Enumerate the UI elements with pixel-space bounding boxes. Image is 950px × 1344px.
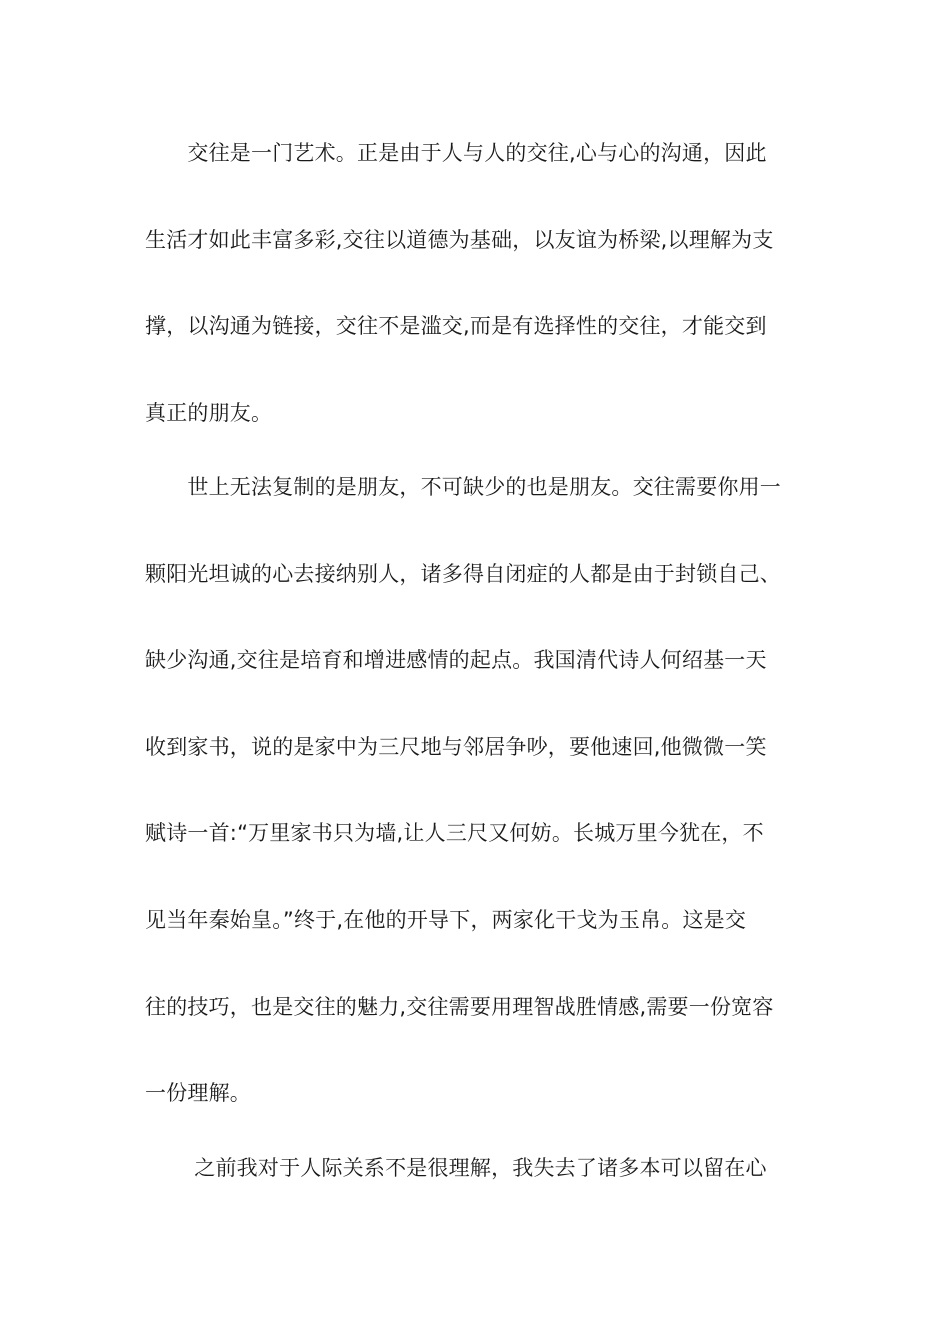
text-line: 颗阳光坦诚的心去接纳别人，诸多得自闭症的人都是由于封锁自己、 — [145, 562, 781, 586]
text-line: 世上无法复制的是朋友，不可缺少的也是朋友。交往需要你用一 — [145, 475, 781, 499]
text-line: 收到家书，说的是家中为三尺地与邻居争吵，要他速回,他微微一笑 — [145, 735, 767, 759]
text-line: 撑，以沟通为链接，交往不是滥交,而是有选择性的交往，才能交到 — [145, 314, 767, 338]
text-line: 见当年秦始皇。”终于,在他的开导下，两家化干戈为玉帛。这是交 — [145, 908, 747, 932]
text-line: 缺少沟通,交往是培育和增进感情的起点。我国清代诗人何绍基一天 — [145, 648, 767, 672]
text-line: 一份理解。 — [145, 1081, 251, 1105]
text-line: 真正的朋友。 — [145, 401, 273, 425]
text-line: 往的技巧，也是交往的魅力,交往需要用理智战胜情感,需要一份宽容 — [145, 995, 774, 1019]
text-line: 赋诗一首:“万里家书只为墙,让人三尺又何妨。长城万里今犹在，不 — [145, 821, 764, 845]
text-line: 交往是一门艺术。正是由于人与人的交往,心与心的沟通，因此 — [145, 141, 767, 165]
text-line: 之前我对于人际关系不是很理解，我失去了诸多本可以留在心 — [145, 1156, 767, 1180]
text-line: 生活才如此丰富多彩,交往以道德为基础，以友谊为桥梁,以理解为支 — [145, 228, 774, 252]
